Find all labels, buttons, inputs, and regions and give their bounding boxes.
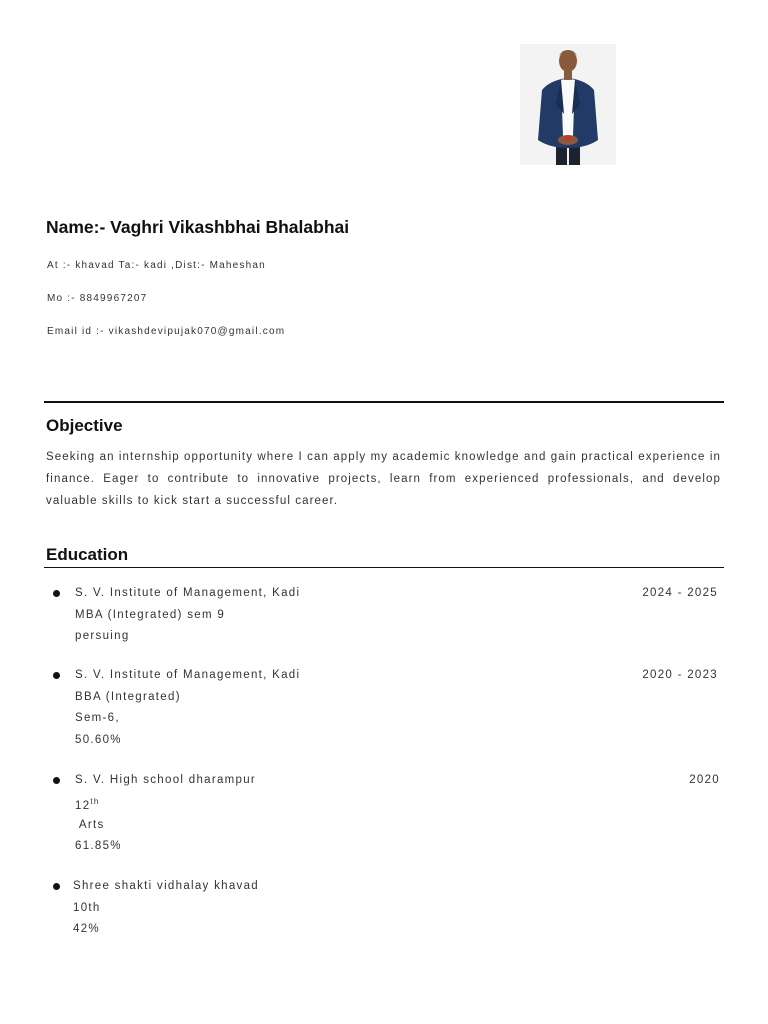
bullet-icon (53, 777, 60, 784)
section-divider (44, 401, 724, 403)
course-grade: 12 (75, 799, 91, 812)
objective-text: Seeking an internship opportunity where I can apply my academic knowledge and gain practical experience in finance. Eager to contribute to innovative projects, learn from experienced professionals, and develop valuable skills to kick start a successful career. (46, 451, 721, 507)
institute-name: Shree shakti vidhalay khavad (73, 880, 259, 892)
course-detail: Sem-6, (75, 712, 120, 724)
institute-name: S. V. High school dharampur (75, 774, 257, 786)
education-year: 2024 - 2025 (642, 587, 718, 599)
course-name: MBA (Integrated) sem 9 (75, 608, 226, 621)
education-year: 2020 - 2023 (642, 669, 718, 681)
bullet-icon (53, 672, 60, 679)
course-score: 42% (73, 923, 100, 935)
bullet-icon (53, 883, 60, 890)
course-grade-suffix: th (90, 796, 100, 806)
course-detail: persuing (75, 630, 130, 642)
course-score: 50.60% (75, 733, 122, 746)
education-year: 2020 (689, 774, 720, 786)
address-line: At :- khavad Ta:- kadi ,Dist:- Maheshan (47, 260, 266, 271)
education-divider (44, 567, 724, 568)
course-detail: Arts (75, 818, 105, 831)
candidate-name: Name:- Vaghri Vikashbhai Bhalabhai (46, 217, 350, 237)
email-line: Email id :- vikashdevipujak070@gmail.com (47, 326, 286, 337)
course-name: 10th (73, 901, 101, 914)
mobile-line: Mo :- 8849967207 (47, 293, 148, 304)
bullet-icon (53, 590, 60, 597)
objective-heading: Objective (46, 416, 123, 435)
course-score: 61.85% (75, 840, 122, 852)
course-name: BBA (Integrated) (75, 690, 181, 703)
course-name (75, 794, 256, 817)
institute-name: S. V. Institute of Management, Kadi (75, 587, 301, 599)
profile-photo (520, 44, 616, 165)
institute-name: S. V. Institute of Management, Kadi (75, 669, 301, 681)
education-heading: Education (46, 545, 129, 564)
